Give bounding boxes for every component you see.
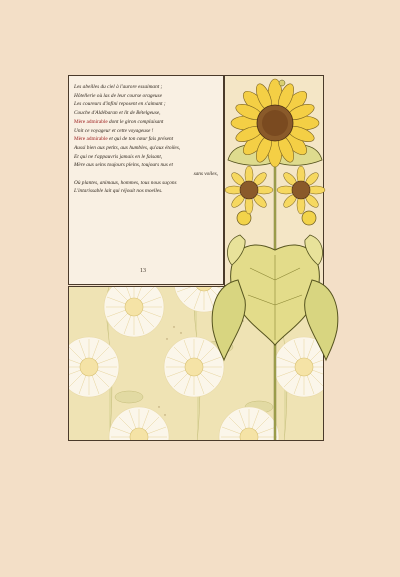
poem-line: Mère aux seins toujours pleins, toujours nus et [74, 162, 173, 169]
poem-line-rest: dont le giron complaisant [107, 118, 164, 125]
poem-line: L'intarissable lait qui réjouit nos moelles. [74, 188, 163, 195]
small-sunflower-right [277, 166, 325, 214]
poem-line: Les coureurs d'infini reposent en s'aimant ; [74, 101, 166, 108]
poem-line: Où plantes, animaux, hommes, tous nous suçons [74, 179, 177, 186]
highlight-text: Mère admirable [74, 136, 108, 143]
poem-line: Et qui ne t'appauvris jamais en le faisant, [74, 153, 163, 160]
poem-line: sans voiles, [193, 171, 218, 178]
small-sunflower-left [225, 166, 273, 214]
poem-line: Unit ce voyageur et cette voyageuse ! [74, 127, 154, 134]
page-number: 13 [140, 268, 146, 274]
highlight-text: Mère admirable [74, 118, 108, 125]
poem-line: Hôtellerie où las de leur course orageuse [74, 92, 162, 99]
poem-line: Couche d'Aldébaran et lit de Bételgeuse, [74, 110, 161, 117]
poem-line-rest: et qui de ton cœur fais présent [107, 136, 174, 143]
poem-line: Les abeilles du ciel à l'aurore essaimant ; [74, 84, 163, 90]
large-sunflower [231, 79, 319, 167]
poem-line: Aussi bien aux petits, aux humbles, qu'aux étoiles, [74, 144, 181, 151]
